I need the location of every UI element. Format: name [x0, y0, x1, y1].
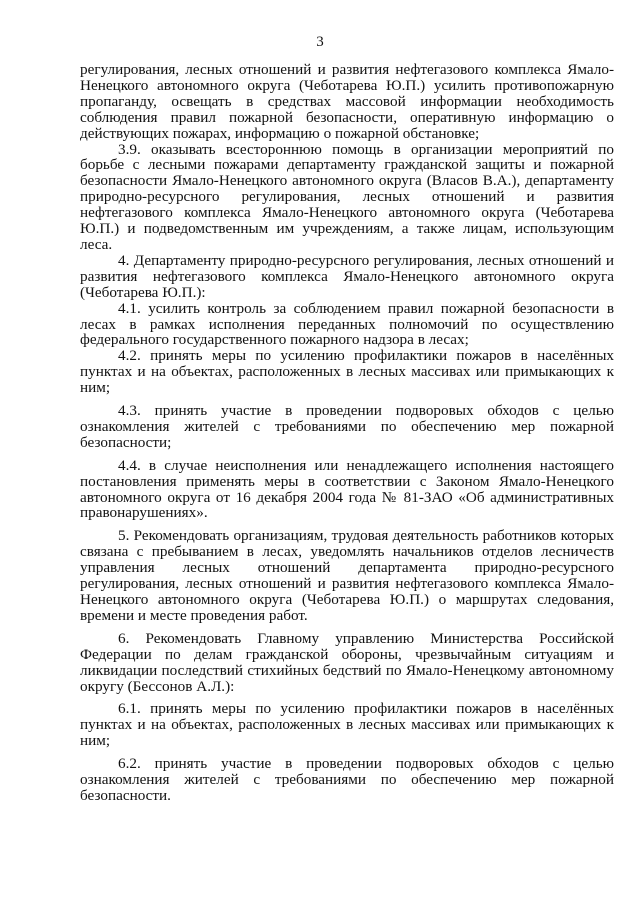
page-number: 3 [316, 34, 324, 50]
document-body [80, 62, 614, 804]
paragraph-4-3: 4.3. принять участие в проведении подворовых обходов с целью ознакомления жителей с требованиями по обеспечению мер пожарной безопасности; [80, 402, 614, 451]
paragraph-4-1: 4.1. усилить контроль за соблюдением правил пожарной безопасности в лесах в рамках исполнения переданных полномочий по осуществлению федерального государственного пожарного надзора в лесах; [80, 299, 614, 349]
paragraph-6: 6. Рекомендовать Главному управлению Министерства Российской Федерации по делам гражданской обороны, чрезвычайным ситуациям и ликвидации последствий стихийных бедствий по Ямало-Ненецкому автономному округу (Бессонов А.Л.): [80, 629, 614, 695]
paragraph-6-1: 6.1. принять меры по усилению профилактики пожаров в населённых пунктах и на объектах, расположенных в лесных массивах или примыкающих к ним; [80, 700, 614, 750]
paragraph-4-4: 4.4. в случае неисполнения или ненадлежащего исполнения настоящего постановления применять меры в соответствии с Законом Ямало-Ненецкого автономного округа от 16 декабря 2004 года № 81-ЗАО «Об административных правонарушениях». [80, 456, 614, 522]
paragraph-4: 4. Департаменту природно-ресурсного регулирования, лесных отношений и развития нефтегазового комплекса Ямало-Ненецкого автономного округа (Чеботарева Ю.П.): [80, 251, 614, 301]
paragraph-5: 5. Рекомендовать организациям, трудовая деятельность работников которых связана с пребыванием в лесах, уведомлять начальников отделов лесничеств управления лесных отношений департамента природно-ресурсного регулирования, лесных отношений и развития нефтегазового комплекса Ямало-Ненецкого автономного округа (Чеботарева Ю.П.) о маршрутах следования, времени и месте проведения работ. [80, 527, 614, 624]
paragraph-4-2: 4.2. принять меры по усилению профилактики пожаров в населённых пунктах и на объектах, расположенных в лесных массивах или примыкающих к ним; [80, 347, 614, 397]
paragraph-3-9: 3.9. оказывать всестороннюю помощь в организации мероприятий по борьбе с лесными пожарами департаменту гражданской защиты и пожарной безопасности Ямало-Ненецкого автономного округа (Власов В.А.), департаменту природно-ресурсного регулирования, лесных отношений и развития нефтегазового комплекса Ямало-Ненецкого автономного округа (Чеботарева Ю.П.) и подведомственным им учреждениям, а также лицам, использующим леса. [80, 140, 614, 253]
paragraph-6-2: 6.2. принять участие в проведении подворовых обходов с целью ознакомления жителей с требованиями по обеспечению мер пожарной безопасности. [80, 755, 614, 804]
paragraph-3-8-continued: регулирования, лесных отношений и развития нефтегазового комплекса Ямало-Ненецкого автономного округа (Чеботарева Ю.П.) усилить противопожарную пропаганду, освещать в средствах массовой информации необходимость соблюдения правил пожарной безопасности, оперативную информацию о действующих пожарах, информацию о пожарной обстановке; [80, 61, 614, 142]
